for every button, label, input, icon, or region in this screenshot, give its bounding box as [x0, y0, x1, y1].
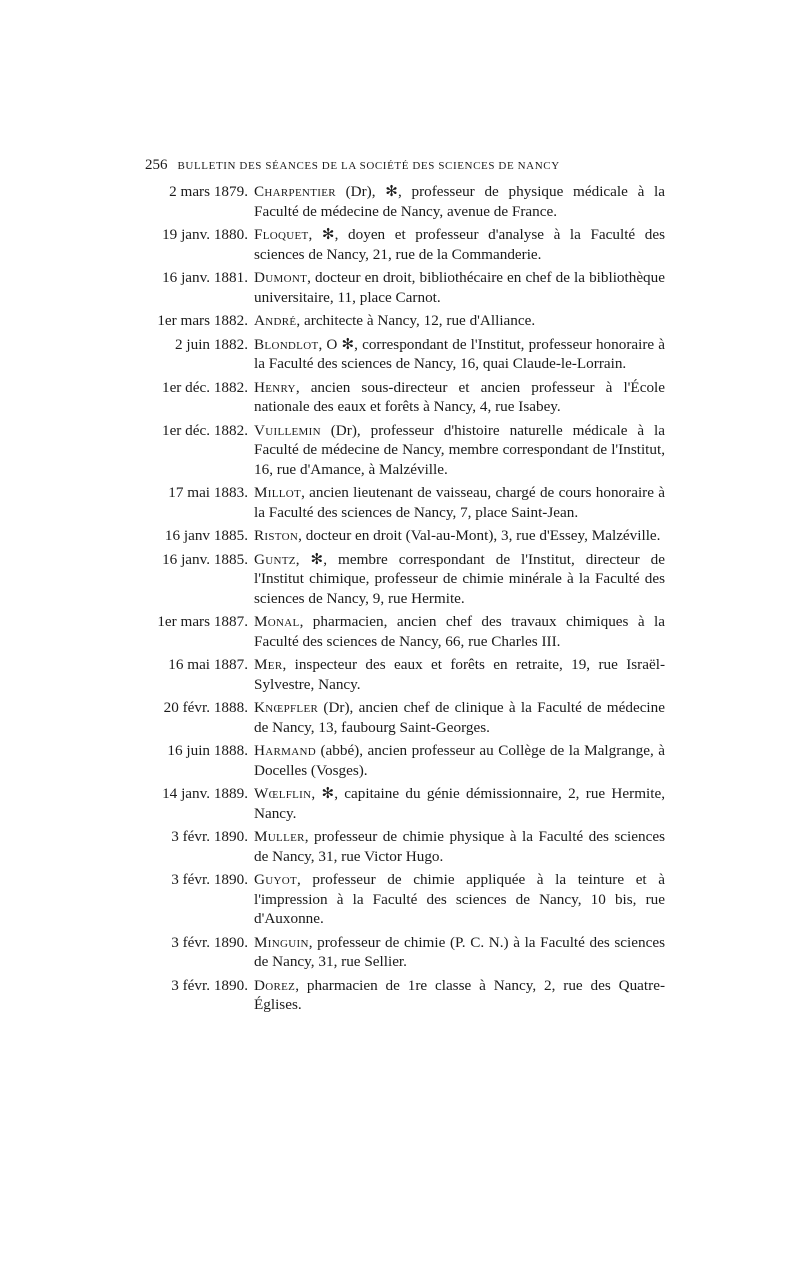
member-name: Wœlflin: [254, 785, 312, 802]
page-header: [145, 157, 665, 177]
list-item: [130, 698, 665, 737]
member-description: (Dr), ✻, professeur de physique médicale à la Faculté de médecine de Nancy, avenue de France.: [254, 183, 665, 220]
entry-date: 16 janv 1885.: [164, 527, 248, 544]
list-item: [130, 870, 665, 929]
entry-body: [254, 335, 665, 374]
member-name: Vuillemin: [254, 421, 321, 439]
entry-date: 14 janv. 1889.: [162, 785, 248, 802]
list-item: [130, 655, 665, 694]
member-name: Dorez: [254, 976, 296, 994]
member-description: , O ✻, correspondant de l'Institut, professeur honoraire à la Faculté des sciences de Nancy, 16, quai Claude-le-Lorrain.: [254, 335, 665, 372]
member-description: , docteur en droit, bibliothécaire en chef de la bibliothèque universitaire, 11, place Carnot.: [254, 269, 665, 306]
member-description: , inspecteur des eaux et forêts en retraite, 19, rue Israël-Sylvestre, Nancy.: [254, 656, 665, 693]
member-name: Dumont: [254, 269, 308, 286]
running-title: BULLETIN DES SÉANCES DE LA SOCIÉTÉ DES SCIENCES DE NANCY: [177, 160, 560, 172]
entry-body: [254, 182, 665, 221]
entry-date: 1er mars 1887.: [157, 613, 248, 630]
member-description: , docteur en droit (Val-au-Mont), 3, rue d'Essey, Malzéville.: [298, 527, 661, 544]
entry-body: [254, 268, 665, 307]
member-name: Mer: [254, 656, 283, 673]
member-name: Monal: [254, 613, 300, 630]
entry-date: 16 janv. 1881.: [162, 269, 248, 286]
list-item: [130, 741, 665, 780]
member-list: [130, 182, 665, 1019]
entry-body: [254, 311, 665, 331]
member-description: (Dr), ancien chef de clinique à la Faculté de médecine de Nancy, 13, faubourg Saint-Georges.: [254, 699, 665, 736]
entry-body: [254, 225, 665, 264]
list-item: [130, 933, 665, 972]
entry-body: [254, 421, 665, 480]
entry-body: [254, 483, 665, 522]
entry-date: 3 févr. 1890.: [171, 933, 248, 951]
member-name: Floquet: [254, 226, 309, 243]
entry-body: [254, 784, 665, 823]
entry-body: [254, 378, 665, 417]
list-item: [130, 182, 665, 221]
member-description: , ✻, doyen et professeur d'analyse à la Faculté des sciences de Nancy, 21, rue de la Commanderie.: [254, 226, 665, 263]
member-description: , pharmacien, ancien chef des travaux chimiques à la Faculté des sciences de Nancy, 66, rue Charles III.: [254, 613, 665, 650]
entry-date: 1er déc. 1882.: [161, 378, 248, 396]
list-item: [130, 784, 665, 823]
page-number: 256: [145, 157, 168, 173]
entry-body: [254, 976, 665, 1015]
member-name: Blondlot: [254, 335, 319, 353]
entry-body: [254, 550, 665, 609]
member-description: , ancien lieutenant de vaisseau, chargé de cours honoraire à la Faculté des sciences de Nancy, 7, place Saint-Jean.: [254, 484, 665, 521]
member-description: , ✻, capitaine du génie démissionnaire, 2, rue Hermite, Nancy.: [254, 785, 665, 822]
entry-date: 1er déc. 1882.: [161, 421, 248, 439]
list-item: [130, 378, 665, 417]
entry-date: 20 févr. 1888.: [163, 699, 248, 716]
member-name: André: [254, 312, 297, 329]
member-description: , ancien sous-directeur et ancien professeur à l'École nationale des eaux et forêts à Nancy, 4, rue Isabey.: [254, 378, 665, 415]
list-item: [130, 421, 665, 480]
entry-date: 3 févr. 1890.: [171, 976, 248, 994]
entry-date: 3 févr. 1890.: [171, 871, 248, 888]
entry-body: [254, 612, 665, 651]
entry-date: 17 mai 1883.: [168, 484, 248, 501]
member-description: (Dr), professeur d'histoire naturelle médicale à la Faculté de médecine de Nancy, membre correspondant de l'Institut, 16, rue d'Amance, à Malzéville.: [254, 421, 665, 478]
list-item: [130, 335, 665, 374]
entry-body: [254, 933, 665, 972]
member-name: Minguin: [254, 933, 309, 951]
entry-date: 1er mars 1882.: [157, 312, 248, 329]
entry-body: [254, 827, 665, 866]
member-description: , professeur de chimie (P. C. N.) à la Faculté des sciences de Nancy, 31, rue Sellier.: [254, 933, 665, 970]
member-name: Muller: [254, 828, 305, 845]
member-description: , ✻, membre correspondant de l'Institut, directeur de l'Institut chimique, professeur de chimie minérale à la Faculté des sciences de Nancy, 9, rue Hermite.: [254, 550, 665, 607]
list-item: [130, 526, 665, 546]
list-item: [130, 225, 665, 264]
entry-date: 2 juin 1882.: [175, 335, 248, 353]
member-name: Knœpfler: [254, 699, 319, 716]
member-name: Guyot: [254, 871, 298, 888]
member-description: , architecte à Nancy, 12, rue d'Alliance.: [296, 312, 536, 329]
member-description: , pharmacien de 1re classe à Nancy, 2, rue des Quatre-Églises.: [254, 976, 665, 1013]
entry-date: 16 janv. 1885.: [162, 550, 248, 568]
member-name: Harmand: [254, 742, 316, 759]
member-description: , professeur de chimie physique à la Faculté des sciences de Nancy, 31, rue Victor Hugo.: [254, 828, 665, 865]
entry-date: 16 juin 1888.: [167, 742, 248, 759]
list-item: [130, 976, 665, 1015]
entry-body: [254, 741, 665, 780]
list-item: [130, 827, 665, 866]
entry-body: [254, 655, 665, 694]
member-description: , professeur de chimie appliquée à la teinture et à l'impression à la Faculté des sciences de Nancy, 10 bis, rue d'Auxonne.: [254, 871, 665, 927]
entry-body: [254, 698, 665, 737]
member-name: Henry: [254, 378, 296, 396]
list-item: [130, 268, 665, 307]
entry-date: 3 févr. 1890.: [171, 828, 248, 845]
list-item: [130, 550, 665, 609]
member-name: Millot: [254, 484, 302, 501]
entry-body: [254, 526, 665, 546]
entry-date: 2 mars 1879.: [169, 183, 248, 200]
member-name: Guntz: [254, 550, 296, 568]
entry-date: 19 janv. 1880.: [162, 226, 248, 243]
entry-body: [254, 870, 665, 929]
member-name: Riston: [254, 527, 299, 544]
entry-date: 16 mai 1887.: [168, 656, 248, 673]
list-item: [130, 311, 665, 331]
list-item: [130, 612, 665, 651]
member-description: (abbé), ancien professeur au Collège de la Malgrange, à Docelles (Vosges).: [254, 742, 665, 779]
list-item: [130, 483, 665, 522]
member-name: Charpentier: [254, 183, 336, 200]
